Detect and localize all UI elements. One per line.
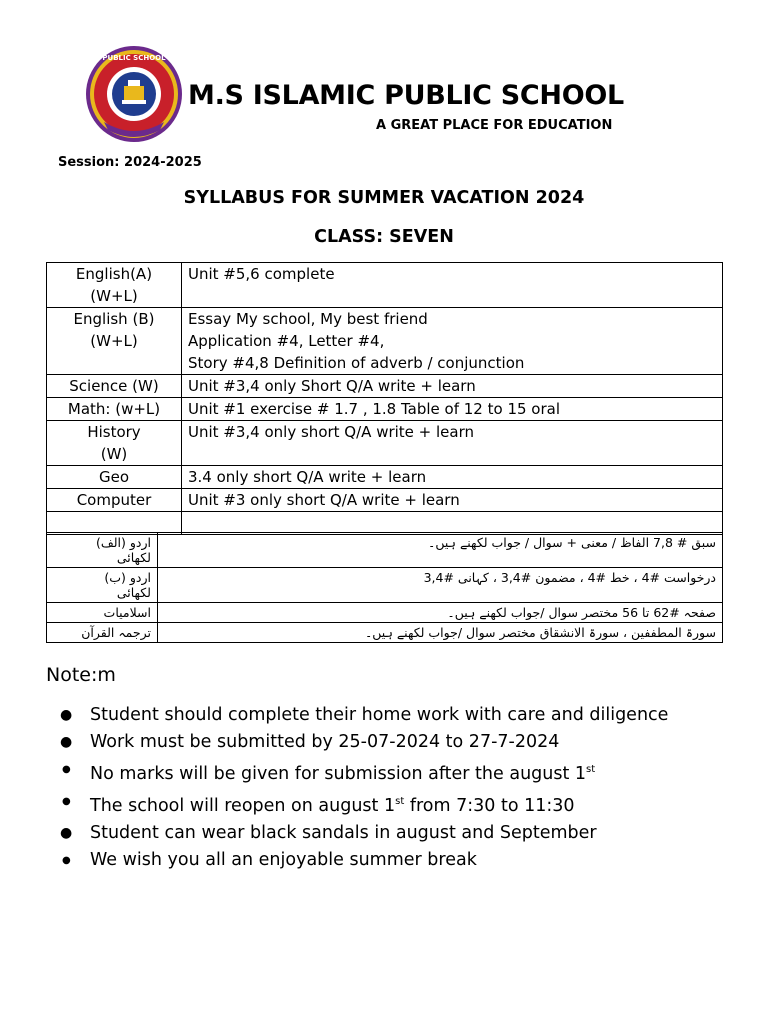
subject-line: English(A) <box>75 265 153 283</box>
urdu-subject-cell <box>47 603 158 623</box>
subject-cell <box>47 489 182 512</box>
note-item <box>60 702 668 729</box>
note-item <box>60 756 668 788</box>
urdu-content-cell: سورۃ المطففین ، سورۃ الانشقاق مختصر سوال /جواب لکھنے ہیں۔ <box>158 623 723 643</box>
session-label: Session: 2024-2025 <box>58 155 202 170</box>
svg-text:PUBLIC SCHOOL: PUBLIC SCHOOL <box>102 54 166 62</box>
urdu-subject-line: لکھائی <box>116 550 151 565</box>
subject-cell <box>47 398 182 421</box>
urdu-subject-line: اسلامیات <box>103 605 151 620</box>
subject-line: (W+L) <box>90 332 138 350</box>
subject-cell <box>47 263 182 308</box>
table-row <box>47 263 723 308</box>
note-item <box>60 820 668 847</box>
subject-line: Math: (w+L) <box>67 400 161 418</box>
note-text: The school will reopen on august 1 <box>90 795 396 816</box>
subject-cell <box>47 466 182 489</box>
urdu-syllabus-table <box>46 532 723 643</box>
urdu-subject-line: اردو (الف) <box>95 535 151 550</box>
syllabus-table <box>46 262 723 535</box>
subject-cell <box>47 375 182 398</box>
content-line: Application #4, Letter #4, <box>188 332 385 350</box>
content-cell <box>182 466 723 489</box>
subject-line: (W) <box>100 445 128 463</box>
urdu-subject-cell <box>47 568 158 603</box>
note-superscript: st <box>586 764 596 775</box>
content-cell <box>182 263 723 308</box>
subject-line: Geo <box>98 468 130 486</box>
note-item <box>60 788 668 820</box>
bullet-icon: ● <box>62 764 71 775</box>
urdu-content-cell: درخواست #4 ، خط #4 ، مضمون #3,4 ، کہانی #3,4 <box>158 568 723 603</box>
note-text-after: from 7:30 to 11:30 <box>404 795 575 816</box>
subject-line: English (B) <box>73 310 155 328</box>
bullet-icon: ● <box>60 824 73 841</box>
subject-cell <box>47 308 182 375</box>
bullet-icon: ● <box>60 707 73 723</box>
bullet-icon: ● <box>62 854 71 866</box>
table-row <box>47 489 723 512</box>
content-line: Unit #1 exercise # 1.7 , 1.8 Table of 12 to 15 oral <box>188 400 560 418</box>
subject-cell <box>47 421 182 466</box>
note-text: We wish you all an enjoyable summer break <box>90 849 477 870</box>
subject-line: History <box>87 423 141 441</box>
note-text: Student should complete their home work with care and diligence <box>90 705 669 725</box>
school-tagline: A GREAT PLACE FOR EDUCATION <box>376 118 613 133</box>
subject-line: (W+L) <box>90 287 138 305</box>
content-line: Story #4,8 Definition of adverb / conjunction <box>188 354 525 372</box>
content-cell <box>182 489 723 512</box>
content-line: Unit #3,4 only short Q/A write + learn <box>188 423 475 441</box>
urdu-content-cell: سبق # 7,8 الفاظ / معنی + سوال / جواب لکھنے ہیں۔ <box>158 533 723 568</box>
note-heading: Note:m <box>46 664 116 686</box>
table-row <box>47 466 723 489</box>
syllabus-title: SYLLABUS FOR SUMMER VACATION 2024 <box>183 188 585 208</box>
note-item <box>60 847 668 874</box>
content-line: 3.4 only short Q/A write + learn <box>188 468 427 486</box>
content-line: Unit #3 only short Q/A write + learn <box>188 491 460 509</box>
content-cell <box>182 398 723 421</box>
urdu-subject-line: ترجمہ القرآن <box>81 625 151 640</box>
subject-line: Computer <box>76 491 152 509</box>
urdu-subject-cell <box>47 623 158 643</box>
table-row <box>47 398 723 421</box>
content-line: Unit #3,4 only Short Q/A write + learn <box>188 377 476 395</box>
table-row <box>47 533 723 568</box>
notes-list <box>60 702 668 874</box>
table-row <box>47 623 723 643</box>
note-text: Work must be submitted by 25-07-2024 to 27-7-2024 <box>90 732 560 752</box>
urdu-content-cell: صفحہ #62 تا 56 مختصر سوال /جواب لکھنے ہیں۔ <box>158 603 723 623</box>
note-item <box>60 729 668 756</box>
note-text: Student can wear black sandals in august and September <box>90 822 597 843</box>
table-row <box>47 568 723 603</box>
content-line: Unit #5,6 complete <box>188 265 335 283</box>
urdu-subject-cell <box>47 533 158 568</box>
class-label: CLASS: SEVEN <box>314 227 454 247</box>
urdu-subject-line: اردو (ب) <box>104 570 151 585</box>
note-text: No marks will be given for submission after the august 1 <box>90 763 587 784</box>
table-row <box>47 421 723 466</box>
table-row <box>47 308 723 375</box>
content-line: Essay My school, My best friend <box>188 310 428 328</box>
note-superscript: st <box>395 795 405 807</box>
school-name: M.S ISLAMIC PUBLIC SCHOOL <box>188 80 624 111</box>
content-cell <box>182 375 723 398</box>
table-row <box>47 375 723 398</box>
subject-line: Science (W) <box>69 377 159 395</box>
content-cell <box>182 421 723 466</box>
content-cell <box>182 308 723 375</box>
bullet-icon: ● <box>60 734 73 750</box>
urdu-subject-line: لکھائی <box>116 585 151 600</box>
bullet-icon: ● <box>62 795 71 807</box>
table-row <box>47 603 723 623</box>
school-logo <box>84 44 184 144</box>
